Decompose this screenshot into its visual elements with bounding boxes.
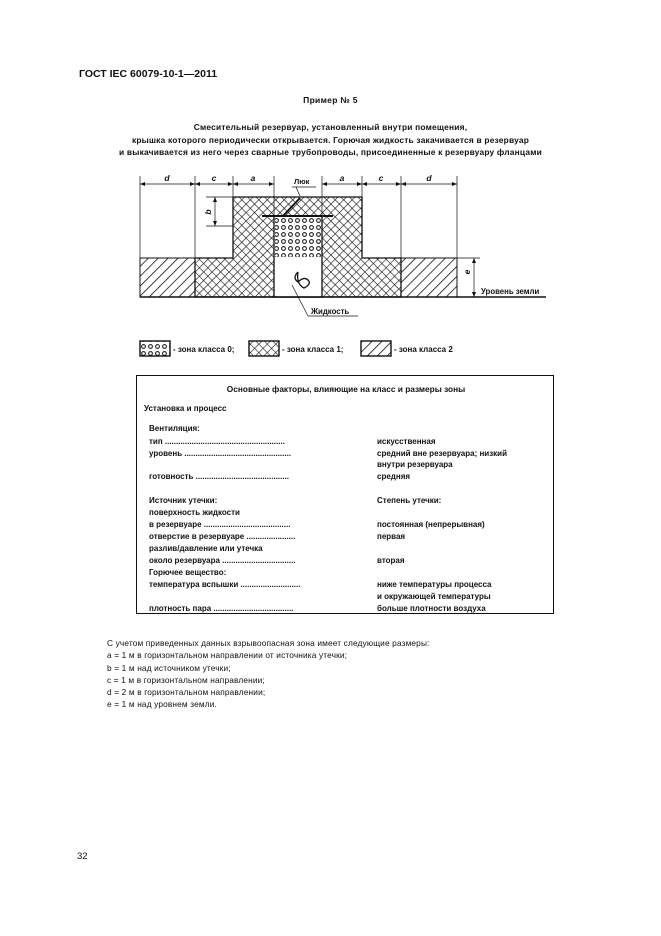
factor-row-right: средний вне резервуара; низкий <box>377 449 508 458</box>
description-line: Смесительный резервуар, установленный внутри помещения, <box>193 122 468 132</box>
factor-row-right: Степень утечки: <box>377 496 442 505</box>
legend-zone1-swatch <box>249 341 279 356</box>
dim-label-b: b <box>203 209 213 215</box>
zone0-region <box>275 218 321 257</box>
factor-row-left: уровень ................................................ <box>149 449 292 458</box>
factor-row-left: около резервуара ................................. <box>149 556 296 565</box>
factor-row-left: Источник утечки: <box>149 496 218 505</box>
factor-row-left: готовность .......................................... <box>149 472 290 481</box>
conclusion-line: е = 1 м над уровнем земли. <box>107 699 217 710</box>
conclusion-line: d = 2 м в горизонтальном направлении; <box>107 687 266 698</box>
factor-row-right: постоянная (непрерывная) <box>377 520 485 529</box>
page-number: 32 <box>77 851 88 862</box>
factor-row-right: первая <box>377 532 406 541</box>
factor-row-right: вторая <box>377 556 405 565</box>
liquid-label: Жидкость <box>311 307 350 316</box>
factors-title: Основные факторы, влияющие на класс и размеры зоны <box>226 384 466 394</box>
description-line: крышка которого периодически открывается. Горючая жидкость закачивается в резервуар <box>131 134 530 145</box>
factor-row-left: температура вспышки ........................... <box>149 580 301 589</box>
hatch-label: Люк <box>294 177 310 186</box>
zone2-left <box>140 258 195 297</box>
factor-row-left: разлив/давление или утечка <box>149 544 263 553</box>
factors-table <box>136 375 554 614</box>
dim-label-e: e <box>462 269 472 275</box>
dim-label-a-left: a <box>250 173 256 183</box>
conclusion-line: с = 1 м в горизонтальном направлении; <box>107 674 265 685</box>
example-title: Пример № 5 <box>303 95 358 105</box>
conclusion-line: а = 1 м в горизонтальном направлении от источника утечки; <box>107 650 348 661</box>
dim-label-c-right: c <box>378 173 384 183</box>
legend-zone0-label: - зона класса 0; <box>173 345 235 354</box>
factors-section: Установка и процесс <box>144 404 227 413</box>
legend-zone2-label: - зона класса 2 <box>394 345 453 354</box>
zone2-right <box>401 258 457 297</box>
factor-row-left: поверхность жидкости <box>149 508 240 517</box>
zone-dimensions-text <box>107 637 430 711</box>
factor-row-left: Вентиляция: <box>149 424 200 433</box>
ground-level-label: Уровень земли <box>481 287 540 296</box>
factor-row-left: тип ...................................................... <box>149 437 285 446</box>
factor-row-left: в резервуаре ....................................... <box>149 520 291 529</box>
factor-row-right: внутри резервуара <box>377 460 453 469</box>
factor-row-right: ниже температуры процесса <box>377 580 492 589</box>
legend-zone1-label: - зона класса 1; <box>282 345 344 354</box>
legend-zone0-swatch <box>140 341 170 356</box>
legend-zone2-swatch <box>361 341 391 356</box>
dim-label-d-left: d <box>164 173 170 183</box>
factor-row-right: больше плотности воздуха <box>377 604 486 613</box>
factor-row-right: средняя <box>377 472 411 481</box>
dim-label-c-left: c <box>211 173 217 183</box>
dim-label-d-right: d <box>426 173 432 183</box>
document-code: ГОСТ IEC 60079-10-1—2011 <box>79 68 218 80</box>
factor-row-right: искусственная <box>377 437 436 446</box>
factor-row-left: плотность пара .................................... <box>149 604 294 613</box>
dim-label-a-right: a <box>339 173 345 183</box>
factor-row-left: Горючее вещество: <box>149 568 227 577</box>
description-line: и выкачивается из него через сварные трубопроводы, присоединенные к резервуару фланцами <box>119 147 542 158</box>
conclusion-line: С учетом приведенных данных взрывоопасная зона имеет следующие размеры: <box>107 638 430 648</box>
factor-row-right: и окружающей температуры <box>377 592 491 601</box>
factor-row-left: отверстие в резервуаре ...................... <box>149 532 296 541</box>
conclusion-line: b = 1 м над источником утечки; <box>107 662 231 673</box>
